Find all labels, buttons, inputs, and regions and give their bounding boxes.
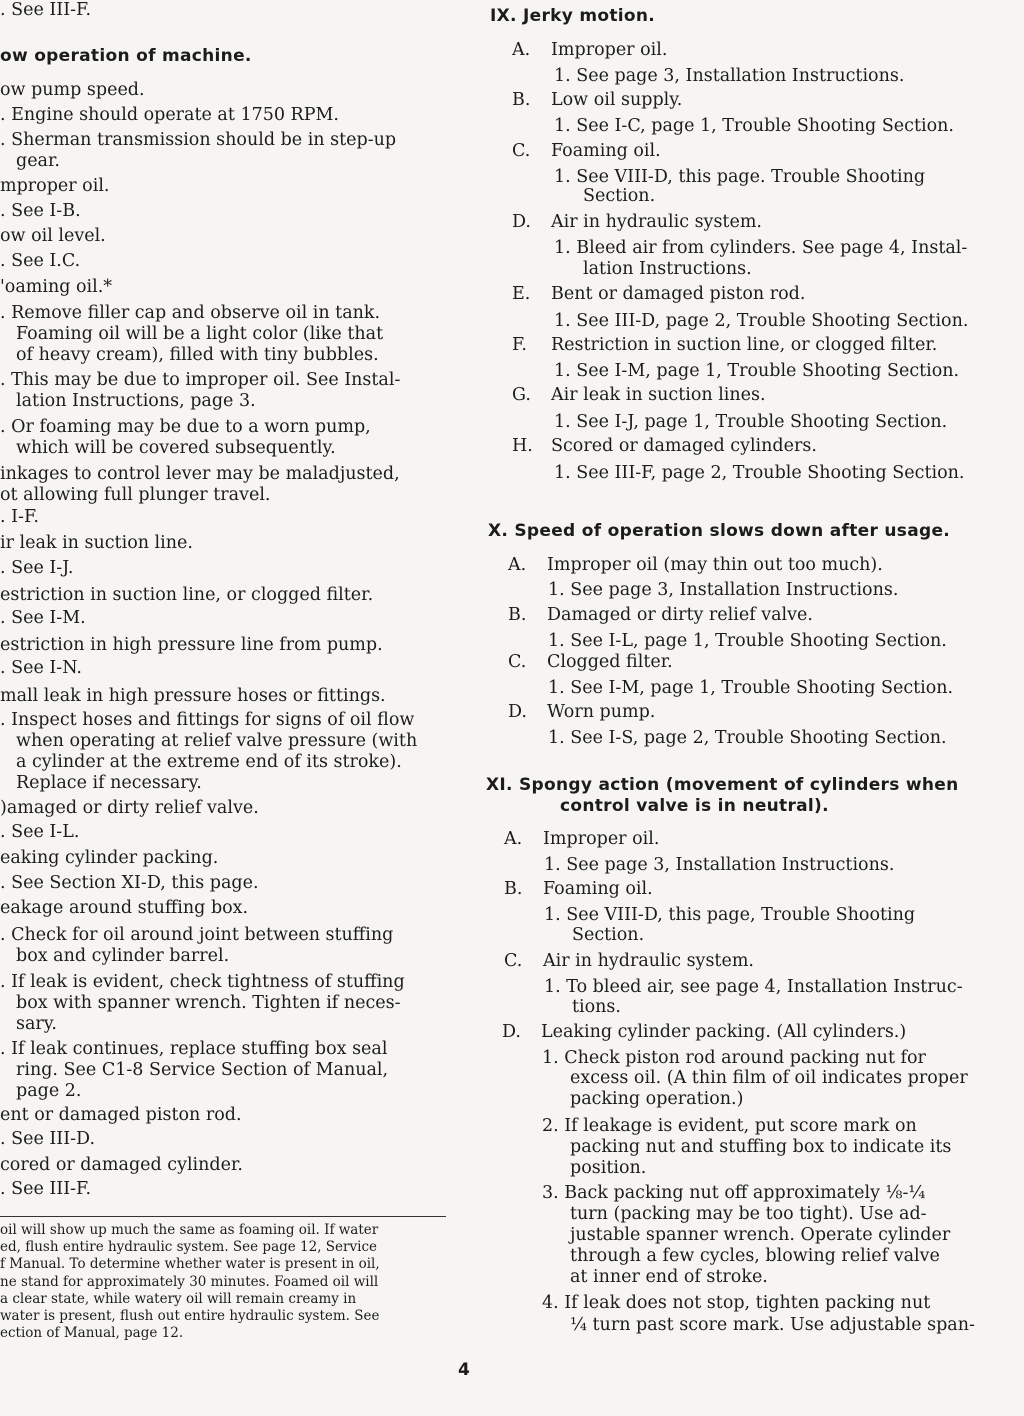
item-letter: A. xyxy=(512,40,531,60)
text-line: Foaming oil. xyxy=(543,879,653,899)
item-letter: F. xyxy=(512,335,527,355)
text-line: justable spanner wrench. Operate cylinder xyxy=(570,1225,951,1245)
text-line: tions. xyxy=(572,997,621,1017)
text-line: ring. See C1-8 Service Section of Manual, xyxy=(16,1060,389,1080)
text-line: . I-F. xyxy=(0,507,39,527)
text-line: at inner end of stroke. xyxy=(570,1267,768,1287)
text-line: . See III-D. xyxy=(0,1129,96,1149)
text-line: through a few cycles, blowing relief valve xyxy=(570,1246,940,1266)
text-line: 4. If leak does not stop, tighten packing nut xyxy=(542,1293,931,1313)
text-line: Air in hydraulic system. xyxy=(551,212,762,232)
text-line: Clogged filter. xyxy=(547,652,673,672)
text-line: . See I-J. xyxy=(0,558,74,578)
text-line: . See III-F. xyxy=(0,1179,92,1199)
item-letter: B. xyxy=(504,879,523,899)
text-line: Damaged or dirty relief valve. xyxy=(547,605,813,625)
text-line: 1. See I-M, page 1, Trouble Shooting Section. xyxy=(548,678,954,698)
text-line: estriction in high pressure line from pump. xyxy=(0,635,383,655)
text-line: eaking cylinder packing. xyxy=(0,848,219,868)
text-line: . See I-N. xyxy=(0,658,82,678)
text-line: Scored or damaged cylinders. xyxy=(551,436,817,456)
item-letter: D. xyxy=(512,212,531,232)
text-line: . Remove filler cap and observe oil in tank. xyxy=(0,303,381,323)
text-line: sary. xyxy=(16,1014,57,1034)
text-line: Improper oil. xyxy=(543,829,660,849)
item-letter: C. xyxy=(504,951,523,971)
text-line: Leaking cylinder packing. (All cylinders.) xyxy=(541,1022,907,1042)
text-line: packing operation.) xyxy=(570,1089,744,1109)
text-line: . Engine should operate at 1750 RPM. xyxy=(0,105,339,125)
text-line: Foaming oil. xyxy=(551,141,661,161)
item-letter: A. xyxy=(504,829,523,849)
text-line: eakage around stuffing box. xyxy=(0,898,249,918)
text-line: . Sherman transmission should be in step-up xyxy=(0,130,397,150)
text-line: 1. See I-S, page 2, Trouble Shooting Section. xyxy=(548,728,947,748)
text-line: 3. Back packing nut off approximately ⅛-¼ xyxy=(542,1183,926,1203)
footnote-line: f Manual. To determine whether water is present in oil, xyxy=(0,1256,380,1273)
text-line: page 2. xyxy=(16,1081,82,1101)
footnote-line: ne stand for approximately 30 minutes. Foamed oil will xyxy=(0,1273,379,1290)
item-letter: D. xyxy=(508,702,527,722)
text-line: . See I-B. xyxy=(0,201,81,221)
text-line: Air leak in suction lines. xyxy=(551,385,766,405)
item-letter: D. xyxy=(502,1022,521,1042)
item-letter: G. xyxy=(512,385,531,405)
text-line: 1. See VIII-D, this page, Trouble Shooting xyxy=(544,905,916,925)
text-line: 1. See I-C, page 1, Trouble Shooting Section. xyxy=(554,116,954,136)
text-line: Improper oil (may thin out too much). xyxy=(547,555,883,575)
text-line: Worn pump. xyxy=(547,702,656,722)
footnote-rule xyxy=(0,1216,446,1217)
text-line: cored or damaged cylinder. xyxy=(0,1155,243,1175)
item-letter: B. xyxy=(512,90,531,110)
text-line: 1. See III-D, page 2, Trouble Shooting Section. xyxy=(554,311,969,331)
text-line: lation Instructions. xyxy=(583,259,752,279)
text-line: 1. See I-J, page 1, Trouble Shooting Section. xyxy=(554,412,948,432)
text-line: 1. See page 3, Installation Instructions. xyxy=(548,580,899,600)
footnote-line: water is present, flush out entire hydraulic system. See xyxy=(0,1308,380,1324)
text-line: ow pump speed. xyxy=(0,80,145,100)
text-line: )amaged or dirty relief valve. xyxy=(0,798,259,818)
page-number: 4 xyxy=(458,1360,470,1380)
text-line: Improper oil. xyxy=(551,40,668,60)
item-letter: H. xyxy=(512,436,533,456)
text-line: ow oil level. xyxy=(0,226,106,246)
text-line: . See I-M. xyxy=(0,608,86,628)
text-line: Restriction in suction line, or clogged filter. xyxy=(551,335,938,355)
section-heading: X. Speed of operation slows down after usage. xyxy=(488,521,951,541)
text-line: when operating at relief valve pressure (with xyxy=(16,731,418,751)
text-line: estriction in suction line, or clogged filter. xyxy=(0,585,374,605)
text-line: . If leak continues, replace stuffing box seal xyxy=(0,1039,388,1059)
text-line: . See III-F. xyxy=(0,0,92,20)
text-line: . Inspect hoses and fittings for signs of oil flow xyxy=(0,710,415,730)
text-line: 1. Bleed air from cylinders. See page 4, Instal- xyxy=(554,238,968,258)
text-line: position. xyxy=(570,1158,647,1178)
section-heading: ow operation of machine. xyxy=(0,46,252,66)
footnote-line: ed, flush entire hydraulic system. See page 12, Service xyxy=(0,1239,377,1256)
text-line: ot allowing full plunger travel. xyxy=(0,485,271,505)
text-line: . If leak is evident, check tightness of stuffing xyxy=(0,972,405,992)
text-line: 'oaming oil.* xyxy=(0,277,113,297)
text-line: box with spanner wrench. Tighten if neces- xyxy=(16,993,401,1013)
text-line: . Check for oil around joint between stuffing xyxy=(0,925,394,945)
text-line: 1. See VIII-D, this page. Trouble Shooting xyxy=(554,167,926,187)
text-line: 1. See page 3, Installation Instructions. xyxy=(544,855,895,875)
text-line: lation Instructions, page 3. xyxy=(16,391,256,411)
item-letter: C. xyxy=(512,141,531,161)
text-line: mall leak in high pressure hoses or fittings. xyxy=(0,686,386,706)
footnote-line: a clear state, while watery oil will remain creamy in xyxy=(0,1290,357,1307)
item-letter: B. xyxy=(508,605,527,625)
item-letter: C. xyxy=(508,652,527,672)
item-letter: E. xyxy=(512,284,531,304)
section-heading: XI. Spongy action (movement of cylinders when xyxy=(486,775,959,795)
text-line: 1. Check piston rod around packing nut for xyxy=(542,1048,926,1068)
text-line: Replace if necessary. xyxy=(16,773,202,793)
text-line: Foaming oil will be a light color (like that xyxy=(16,324,384,344)
text-line: Low oil supply. xyxy=(551,90,683,110)
text-line: of heavy cream), filled with tiny bubbles. xyxy=(16,345,379,365)
footnote-line: ection of Manual, page 12. xyxy=(0,1325,184,1342)
text-line: Section. xyxy=(583,186,656,206)
text-line: which will be covered subsequently. xyxy=(16,438,336,458)
text-line: 1. To bleed air, see page 4, Installation Instruc- xyxy=(544,977,963,997)
text-line: Bent or damaged piston rod. xyxy=(551,284,806,304)
section-heading: IX. Jerky motion. xyxy=(490,6,656,26)
text-line: mproper oil. xyxy=(0,176,110,196)
text-line: 2. If leakage is evident, put score mark on xyxy=(542,1116,917,1136)
text-line: a cylinder at the extreme end of its stroke). xyxy=(16,752,402,772)
text-line: inkages to control lever may be maladjusted, xyxy=(0,464,400,484)
text-line: . See Section XI-D, this page. xyxy=(0,873,259,893)
text-line: . See I-L. xyxy=(0,822,80,842)
text-line: packing nut and stuffing box to indicate its xyxy=(570,1137,952,1157)
text-line: excess oil. (A thin film of oil indicates proper xyxy=(570,1068,968,1088)
text-line: . This may be due to improper oil. See Instal- xyxy=(0,370,401,390)
footnote-line: oil will show up much the same as foaming oil. If water xyxy=(0,1222,379,1238)
text-line: box and cylinder barrel. xyxy=(16,946,230,966)
text-line: 1. See I-M, page 1, Trouble Shooting Section. xyxy=(554,361,960,381)
text-line: ent or damaged piston rod. xyxy=(0,1105,242,1125)
text-line: ¼ turn past score mark. Use adjustable span- xyxy=(570,1315,975,1335)
section-heading: control valve is in neutral). xyxy=(560,796,829,816)
text-line: 1. See I-L, page 1, Trouble Shooting Section. xyxy=(548,631,947,651)
item-letter: A. xyxy=(508,555,527,575)
text-line: . Or foaming may be due to a worn pump, xyxy=(0,417,371,437)
text-line: 1. See page 3, Installation Instructions. xyxy=(554,66,905,86)
text-line: gear. xyxy=(16,151,60,171)
text-line: 1. See III-F, page 2, Trouble Shooting Section. xyxy=(554,463,965,483)
text-line: Air in hydraulic system. xyxy=(543,951,754,971)
text-line: turn (packing may be too tight). Use ad- xyxy=(570,1204,927,1224)
text-line: ir leak in suction line. xyxy=(0,533,193,553)
text-line: Section. xyxy=(572,925,645,945)
text-line: . See I.C. xyxy=(0,251,81,271)
